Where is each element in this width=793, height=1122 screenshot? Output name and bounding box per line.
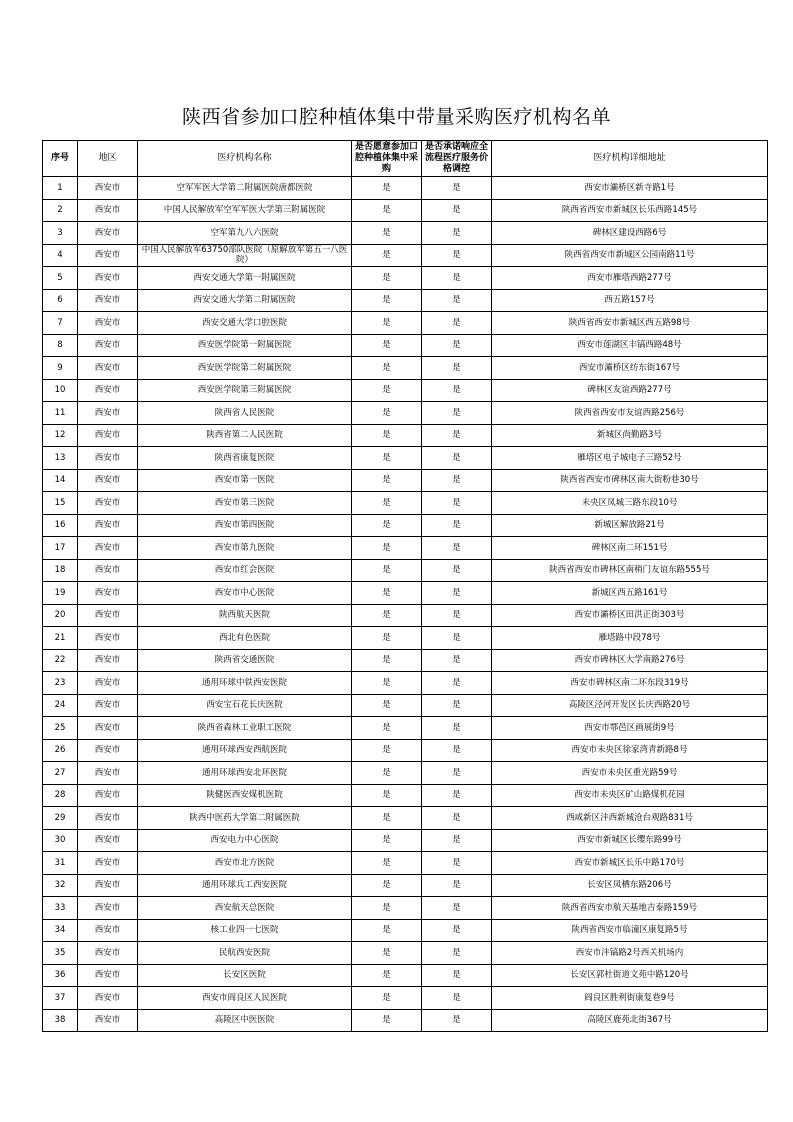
- row-region: 西安市: [78, 424, 138, 447]
- row-commitment: 是: [422, 357, 492, 380]
- row-index: 29: [43, 807, 78, 830]
- row-address: 西安市灞桥区田洪正街303号: [492, 604, 768, 627]
- row-address: 雁塔区电子城电子三路52号: [492, 447, 768, 470]
- table-row: [43, 762, 768, 785]
- row-commitment: 是: [422, 874, 492, 897]
- row-willing: 是: [352, 447, 422, 470]
- row-willing: 是: [352, 739, 422, 762]
- row-index: 26: [43, 739, 78, 762]
- row-institution-name: 西安医学院第一附属医院: [138, 334, 352, 357]
- row-commitment: 是: [422, 312, 492, 335]
- row-commitment: 是: [422, 672, 492, 695]
- row-index: 17: [43, 537, 78, 560]
- row-institution-name: 通用环球中铁西安医院: [138, 672, 352, 695]
- row-commitment: 是: [422, 222, 492, 245]
- row-region: 西安市: [78, 829, 138, 852]
- table-row: [43, 964, 768, 987]
- row-institution-name: 西安市北方医院: [138, 852, 352, 875]
- row-institution-name: 通用环球西安北环医院: [138, 762, 352, 785]
- header-willing-to-participate: 是否愿意参加口腔种植体集中采购: [352, 141, 422, 177]
- row-index: 34: [43, 919, 78, 942]
- row-willing: 是: [352, 762, 422, 785]
- table-row: [43, 514, 768, 537]
- row-region: 西安市: [78, 582, 138, 605]
- table-row: [43, 244, 768, 267]
- row-commitment: 是: [422, 627, 492, 650]
- row-institution-name: 核工业四一七医院: [138, 919, 352, 942]
- row-commitment: 是: [422, 424, 492, 447]
- table-row: [43, 829, 768, 852]
- table-row: [43, 357, 768, 380]
- row-region: 西安市: [78, 244, 138, 267]
- table-row: [43, 604, 768, 627]
- row-commitment: 是: [422, 649, 492, 672]
- row-address: 西安市碑林区南二环东段319号: [492, 672, 768, 695]
- table-row: [43, 874, 768, 897]
- table-row: [43, 897, 768, 920]
- table-row: [43, 717, 768, 740]
- row-region: 西安市: [78, 492, 138, 515]
- row-commitment: 是: [422, 559, 492, 582]
- table-row: [43, 334, 768, 357]
- row-address: 陕西省西安市新城区长乐西路145号: [492, 199, 768, 222]
- row-index: 19: [43, 582, 78, 605]
- row-address: 西咸新区沣西新城沧台观路831号: [492, 807, 768, 830]
- row-institution-name: 高陵区中医医院: [138, 1009, 352, 1032]
- row-index: 18: [43, 559, 78, 582]
- row-willing: 是: [352, 582, 422, 605]
- table-row: [43, 424, 768, 447]
- table-row: [43, 582, 768, 605]
- row-region: 西安市: [78, 897, 138, 920]
- row-willing: 是: [352, 312, 422, 335]
- row-commitment: 是: [422, 852, 492, 875]
- row-willing: 是: [352, 177, 422, 200]
- row-commitment: 是: [422, 604, 492, 627]
- row-institution-name: 陕西省康复医院: [138, 447, 352, 470]
- row-address: 西安市未央区矿山路煤机花园: [492, 784, 768, 807]
- row-region: 西安市: [78, 942, 138, 965]
- row-institution-name: 西安市中心医院: [138, 582, 352, 605]
- table-row: [43, 649, 768, 672]
- row-commitment: 是: [422, 942, 492, 965]
- row-region: 西安市: [78, 694, 138, 717]
- row-region: 西安市: [78, 807, 138, 830]
- table-row: [43, 919, 768, 942]
- row-address: 西安市沣镐路2号西关机场内: [492, 942, 768, 965]
- row-institution-name: 西安宝石花长庆医院: [138, 694, 352, 717]
- row-commitment: 是: [422, 919, 492, 942]
- row-willing: 是: [352, 807, 422, 830]
- row-region: 西安市: [78, 222, 138, 245]
- row-address: 高陵区鹿苑北街367号: [492, 1009, 768, 1032]
- row-willing: 是: [352, 469, 422, 492]
- row-commitment: 是: [422, 694, 492, 717]
- row-region: 西安市: [78, 784, 138, 807]
- table-row: [43, 987, 768, 1010]
- row-willing: 是: [352, 379, 422, 402]
- row-institution-name: 西安市阎良区人民医院: [138, 987, 352, 1010]
- row-willing: 是: [352, 514, 422, 537]
- row-address: 西安市鄠邑区画展街9号: [492, 717, 768, 740]
- row-institution-name: 陕西省人民医院: [138, 402, 352, 425]
- row-willing: 是: [352, 424, 422, 447]
- row-willing: 是: [352, 604, 422, 627]
- row-index: 21: [43, 627, 78, 650]
- row-index: 8: [43, 334, 78, 357]
- row-index: 3: [43, 222, 78, 245]
- row-willing: 是: [352, 649, 422, 672]
- institution-table: [42, 140, 768, 1032]
- row-region: 西安市: [78, 649, 138, 672]
- row-index: 33: [43, 897, 78, 920]
- row-address: 阎良区胜利街康复巷9号: [492, 987, 768, 1010]
- row-willing: 是: [352, 199, 422, 222]
- row-institution-name: 陕西省交通医院: [138, 649, 352, 672]
- row-region: 西安市: [78, 289, 138, 312]
- row-index: 37: [43, 987, 78, 1010]
- table-row: [43, 312, 768, 335]
- row-address: 陕西省西安市碑林区南稍门友谊东路555号: [492, 559, 768, 582]
- row-region: 西安市: [78, 559, 138, 582]
- row-commitment: 是: [422, 987, 492, 1010]
- row-willing: 是: [352, 559, 422, 582]
- table-row: [43, 627, 768, 650]
- row-commitment: 是: [422, 289, 492, 312]
- row-institution-name: 西安航天总医院: [138, 897, 352, 920]
- row-institution-name: 陕西中医药大学第二附属医院: [138, 807, 352, 830]
- row-commitment: 是: [422, 514, 492, 537]
- row-region: 西安市: [78, 874, 138, 897]
- row-region: 西安市: [78, 919, 138, 942]
- row-index: 7: [43, 312, 78, 335]
- row-willing: 是: [352, 784, 422, 807]
- row-institution-name: 西安医学院第三附属医院: [138, 379, 352, 402]
- row-address: 陕西省西安市碑林区南大街粉巷30号: [492, 469, 768, 492]
- row-commitment: 是: [422, 717, 492, 740]
- row-region: 西安市: [78, 537, 138, 560]
- row-index: 36: [43, 964, 78, 987]
- row-address: 未央区凤城三路东段10号: [492, 492, 768, 515]
- row-region: 西安市: [78, 357, 138, 380]
- row-address: 陕西省西安市新城区西五路98号: [492, 312, 768, 335]
- table-body: [43, 177, 768, 1032]
- row-index: 14: [43, 469, 78, 492]
- row-index: 1: [43, 177, 78, 200]
- row-commitment: 是: [422, 762, 492, 785]
- row-region: 西安市: [78, 987, 138, 1010]
- row-region: 西安市: [78, 762, 138, 785]
- row-commitment: 是: [422, 1009, 492, 1032]
- row-region: 西安市: [78, 627, 138, 650]
- row-institution-name: 空军第九八六医院: [138, 222, 352, 245]
- row-commitment: 是: [422, 897, 492, 920]
- row-institution-name: 西安电力中心医院: [138, 829, 352, 852]
- table-row: [43, 402, 768, 425]
- table-row: [43, 177, 768, 200]
- row-willing: 是: [352, 267, 422, 290]
- row-address: 西安市新城区长乐中路170号: [492, 852, 768, 875]
- table-row: [43, 447, 768, 470]
- row-region: 西安市: [78, 1009, 138, 1032]
- row-institution-name: 通用环球兵工西安医院: [138, 874, 352, 897]
- row-commitment: 是: [422, 334, 492, 357]
- row-institution-name: 中国人民解放军63750部队医院（原解放军第五一八医院）: [138, 244, 352, 267]
- row-commitment: 是: [422, 582, 492, 605]
- table-header-row: [43, 141, 768, 177]
- row-commitment: 是: [422, 267, 492, 290]
- row-commitment: 是: [422, 829, 492, 852]
- row-commitment: 是: [422, 807, 492, 830]
- row-willing: 是: [352, 289, 422, 312]
- row-region: 西安市: [78, 447, 138, 470]
- row-commitment: 是: [422, 784, 492, 807]
- table-row: [43, 852, 768, 875]
- table-row: [43, 222, 768, 245]
- row-willing: 是: [352, 942, 422, 965]
- row-institution-name: 陕西航天医院: [138, 604, 352, 627]
- row-willing: 是: [352, 1009, 422, 1032]
- row-willing: 是: [352, 717, 422, 740]
- row-willing: 是: [352, 672, 422, 695]
- row-willing: 是: [352, 334, 422, 357]
- row-commitment: 是: [422, 244, 492, 267]
- row-address: 西安市未央区重光路59号: [492, 762, 768, 785]
- table-row: [43, 267, 768, 290]
- row-willing: 是: [352, 964, 422, 987]
- table-row: [43, 559, 768, 582]
- row-index: 38: [43, 1009, 78, 1032]
- header-address: 医疗机构详细地址: [492, 141, 768, 177]
- row-address: 碑林区建设西路6号: [492, 222, 768, 245]
- row-institution-name: 西安医学院第二附属医院: [138, 357, 352, 380]
- row-index: 11: [43, 402, 78, 425]
- row-index: 27: [43, 762, 78, 785]
- row-region: 西安市: [78, 964, 138, 987]
- row-institution-name: 长安区医院: [138, 964, 352, 987]
- row-commitment: 是: [422, 447, 492, 470]
- row-address: 长安区郭杜街道文苑中路120号: [492, 964, 768, 987]
- row-region: 西安市: [78, 672, 138, 695]
- table-row: [43, 807, 768, 830]
- row-institution-name: 西安市第一医院: [138, 469, 352, 492]
- row-commitment: 是: [422, 537, 492, 560]
- row-willing: 是: [352, 694, 422, 717]
- page-title: 陕西省参加口腔种植体集中带量采购医疗机构名单: [181, 106, 611, 128]
- row-region: 西安市: [78, 312, 138, 335]
- row-institution-name: 西安市红会医院: [138, 559, 352, 582]
- row-index: 5: [43, 267, 78, 290]
- row-index: 20: [43, 604, 78, 627]
- row-institution-name: 通用环球西安西航医院: [138, 739, 352, 762]
- row-commitment: 是: [422, 469, 492, 492]
- row-commitment: 是: [422, 739, 492, 762]
- row-address: 西安市新城区长缨东路99号: [492, 829, 768, 852]
- row-address: 高陵区泾河开发区长庆西路20号: [492, 694, 768, 717]
- table-row: [43, 1009, 768, 1032]
- row-address: 西安市莲湖区丰镐西路48号: [492, 334, 768, 357]
- row-index: 23: [43, 672, 78, 695]
- row-institution-name: 民航西安医院: [138, 942, 352, 965]
- table-row: [43, 942, 768, 965]
- row-index: 10: [43, 379, 78, 402]
- row-index: 15: [43, 492, 78, 515]
- row-index: 13: [43, 447, 78, 470]
- row-institution-name: 西安交通大学第一附属医院: [138, 267, 352, 290]
- row-institution-name: 陕健医西安煤机医院: [138, 784, 352, 807]
- row-institution-name: 西安交通大学口腔医院: [138, 312, 352, 335]
- row-index: 30: [43, 829, 78, 852]
- table-row: [43, 784, 768, 807]
- row-address: 新城区西五路161号: [492, 582, 768, 605]
- row-region: 西安市: [78, 739, 138, 762]
- row-commitment: 是: [422, 199, 492, 222]
- row-commitment: 是: [422, 177, 492, 200]
- row-commitment: 是: [422, 402, 492, 425]
- row-willing: 是: [352, 874, 422, 897]
- row-region: 西安市: [78, 852, 138, 875]
- row-region: 西安市: [78, 334, 138, 357]
- row-institution-name: 中国人民解放军空军军医大学第三附属医院: [138, 199, 352, 222]
- table-row: [43, 379, 768, 402]
- row-commitment: 是: [422, 492, 492, 515]
- row-willing: 是: [352, 987, 422, 1010]
- row-address: 陕西省西安市新城区公园南路11号: [492, 244, 768, 267]
- row-institution-name: 西安交通大学第二附属医院: [138, 289, 352, 312]
- row-address: 长安区凤栖东路206号: [492, 874, 768, 897]
- row-region: 西安市: [78, 379, 138, 402]
- row-address: 陕西省西安市临潼区康复路5号: [492, 919, 768, 942]
- table-row: [43, 672, 768, 695]
- row-willing: 是: [352, 627, 422, 650]
- header-institution-name: 医疗机构名称: [138, 141, 352, 177]
- header-index: 序号: [43, 141, 78, 177]
- row-index: 2: [43, 199, 78, 222]
- row-address: 西安市雁塔西路277号: [492, 267, 768, 290]
- row-institution-name: 空军军医大学第二附属医院唐都医院: [138, 177, 352, 200]
- table-row: [43, 469, 768, 492]
- row-region: 西安市: [78, 469, 138, 492]
- row-willing: 是: [352, 919, 422, 942]
- row-willing: 是: [352, 244, 422, 267]
- row-institution-name: 陕西省第二人民医院: [138, 424, 352, 447]
- row-address: 陕西省西安市友谊西路256号: [492, 402, 768, 425]
- row-willing: 是: [352, 492, 422, 515]
- row-index: 25: [43, 717, 78, 740]
- row-region: 西安市: [78, 514, 138, 537]
- row-address: 新城区尚勤路3号: [492, 424, 768, 447]
- row-willing: 是: [352, 222, 422, 245]
- row-address: 碑林区友谊西路277号: [492, 379, 768, 402]
- row-institution-name: 西安市第四医院: [138, 514, 352, 537]
- row-institution-name: 西安市第三医院: [138, 492, 352, 515]
- row-index: 24: [43, 694, 78, 717]
- row-address: 西安市灞桥区新寺路1号: [492, 177, 768, 200]
- row-willing: 是: [352, 852, 422, 875]
- header-price-commitment: 是否承诺响应全流程医疗服务价格调控: [422, 141, 492, 177]
- row-index: 4: [43, 244, 78, 267]
- row-commitment: 是: [422, 964, 492, 987]
- table-row: [43, 289, 768, 312]
- table-row: [43, 199, 768, 222]
- row-region: 西安市: [78, 604, 138, 627]
- row-address: 西五路157号: [492, 289, 768, 312]
- row-region: 西安市: [78, 267, 138, 290]
- row-address: 陕西省西安市航天基地吉泰路159号: [492, 897, 768, 920]
- row-willing: 是: [352, 537, 422, 560]
- row-institution-name: 陕西省森林工业职工医院: [138, 717, 352, 740]
- row-institution-name: 西北有色医院: [138, 627, 352, 650]
- row-index: 6: [43, 289, 78, 312]
- row-index: 31: [43, 852, 78, 875]
- table-row: [43, 492, 768, 515]
- row-index: 22: [43, 649, 78, 672]
- row-index: 35: [43, 942, 78, 965]
- row-index: 9: [43, 357, 78, 380]
- row-index: 16: [43, 514, 78, 537]
- row-region: 西安市: [78, 199, 138, 222]
- row-address: 雁塔路中段78号: [492, 627, 768, 650]
- row-region: 西安市: [78, 402, 138, 425]
- header-region: 地区: [78, 141, 138, 177]
- row-willing: 是: [352, 402, 422, 425]
- row-region: 西安市: [78, 177, 138, 200]
- row-address: 西安市灞桥区纺东街167号: [492, 357, 768, 380]
- row-institution-name: 西安市第九医院: [138, 537, 352, 560]
- table-row: [43, 694, 768, 717]
- row-index: 28: [43, 784, 78, 807]
- row-willing: 是: [352, 357, 422, 380]
- row-address: 西安市未央区徐家湾青新路8号: [492, 739, 768, 762]
- row-region: 西安市: [78, 717, 138, 740]
- table-row: [43, 537, 768, 560]
- row-willing: 是: [352, 829, 422, 852]
- row-address: 新城区解放路21号: [492, 514, 768, 537]
- row-index: 32: [43, 874, 78, 897]
- row-address: 西安市碑林区大学南路276号: [492, 649, 768, 672]
- row-willing: 是: [352, 897, 422, 920]
- row-address: 碑林区南二环151号: [492, 537, 768, 560]
- row-index: 12: [43, 424, 78, 447]
- row-commitment: 是: [422, 379, 492, 402]
- table-row: [43, 739, 768, 762]
